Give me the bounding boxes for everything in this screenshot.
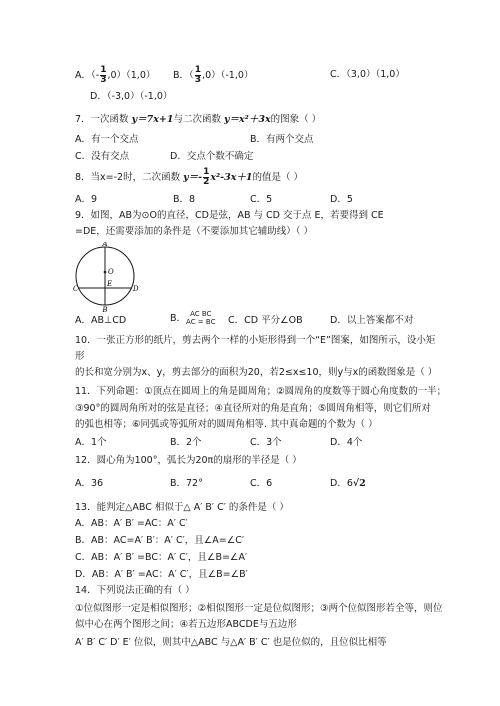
label-e: E — [107, 280, 113, 288]
q11-option-b: B．2个 — [170, 437, 202, 448]
q9-stem-line1: 9．如图，AB为⊙O的直径，CD是弦，AB 与 CD 交于点 E，若要得到 CE — [75, 210, 384, 221]
label-b: B — [102, 306, 108, 312]
q9-option-c: C．CD 平分∠OB — [228, 315, 303, 326]
q12-option-d: D．6√2 — [330, 478, 366, 489]
q11-option-d: D．4个 — [330, 437, 363, 448]
q11-option-a: A．1个 — [75, 437, 107, 448]
q13-option-d: D．AB：A′ B′ =AC：A′ C′，且∠B=∠B′ — [75, 569, 248, 580]
q14-body-line2: 似中心在两个图形之间；④若五边形ABCDE与五边形 — [75, 619, 297, 630]
q9-option-d: D．以上答案都不对 — [330, 315, 414, 326]
q14-body-line1: ①位似图形一定是相似图形；②相似图形一定是位似图形；③两个位似图形若全等，则位 — [75, 603, 443, 614]
q7-option-a: A．有一个交点 — [75, 134, 139, 145]
q8-option-a: A．9 — [75, 194, 98, 205]
q7-option-c: C．没有交点 — [75, 151, 130, 162]
q6-option-a: A．（- $\frac{1}{3}$ ,0）（1,0） — [75, 65, 156, 85]
q6-option-b: B．（ $\frac{1}{3}$ ,0）（-1,0） — [173, 65, 254, 85]
q13-option-c: C．AB：A′ B′ =BC：A′ C′，且∠B=∠A′ — [75, 552, 248, 563]
q12-option-c: C．6 — [250, 478, 273, 489]
q12-option-b: B．72° — [170, 478, 203, 489]
q6-option-c: C．（3,0）（1,0） — [330, 69, 405, 80]
q7-option-d: D．交点个数不确定 — [170, 151, 254, 162]
label-d: D — [133, 285, 139, 293]
q12-option-a: A．36 — [75, 478, 104, 489]
circle-figure — [70, 242, 140, 312]
q10-stem-line1: 10．一张正方形的纸片，剪去两个一样的小矩形得到一个“E”图案，如图所示，设小矩 — [75, 335, 436, 346]
q11-stem-line3: 的弧也相等；⑥同弧或等弧所对的圆周角相等. 其中真命题的个数为（ ） — [75, 419, 378, 430]
q9-option-b: B． AC BC AC = BC — [170, 310, 216, 326]
q14-stem: 14．下列说法正确的有（ ） — [75, 585, 195, 596]
label-o: O — [108, 268, 114, 276]
q11-stem-line2: ③90°的圆周角所对的弦是直径；④直径所对的角是直角；⑤圆周角相等，则它们所对 — [75, 403, 431, 414]
q8-option-c: C．5 — [250, 194, 273, 205]
q9-option-a: A．AB⊥CD — [75, 315, 127, 326]
q7-option-b: B．有两个交点 — [250, 134, 314, 145]
q13-option-b: B．AB：AC=A′ B′：A′ C′，且∠A=∠C′ — [75, 535, 245, 546]
q10-stem-line2: 形 — [75, 351, 85, 362]
q7-stem: 7．一次函数 y＝7x+1与二次函数 y＝x²＋3x的图象（ ） — [75, 114, 322, 125]
q8-stem: 8．当x=-2时，二次函数 y＝- $\frac{1}{2}$ x²-3x＋1的值是（ ） — [75, 167, 304, 187]
q8-option-b: B．8 — [173, 194, 196, 205]
fraction: $\frac{1}{2}$ — [203, 167, 210, 187]
q13-option-a: A．AB：A′ B′ =AC：A′ C′ — [75, 518, 188, 529]
q11-option-c: C．3个 — [250, 437, 282, 448]
q8-option-d: D．5 — [330, 194, 353, 205]
fraction: $\frac{1}{3}$ — [100, 65, 107, 85]
q6-option-d: D．（-3,0）（-1,0） — [90, 91, 173, 102]
fraction: $\frac{1}{3}$ — [194, 65, 202, 85]
label-a: A — [102, 242, 108, 248]
q12-stem: 12．圆心角为100°，弧长为20π的扇形的半径是（ ） — [75, 455, 302, 466]
label-c: C — [73, 285, 79, 293]
q14-body-line3: A′ B′ C′ D′ E′ 位似，则其中△ABC 与△A′ B′ C′ 也是位似的，且位似比相等 — [75, 637, 387, 648]
q11-stem-line1: 11．下列命题：①顶点在圆周上的角是圆周角；②圆周角的度数等于圆心角度数的一半； — [75, 386, 447, 397]
q9-stem-line2: =DE，还需要添加的条件是（不要添加其它辅助线）（ ） — [75, 226, 314, 237]
q13-stem: 13．能判定△ABC 相似于△ A′ B′ C′ 的条件是（ ） — [75, 502, 289, 513]
q10-stem-line3: 的长和宽分别为x、y，剪去部分的面积为20，若2≤x≤10，则y与x的函数图象是（ ） — [75, 367, 438, 378]
